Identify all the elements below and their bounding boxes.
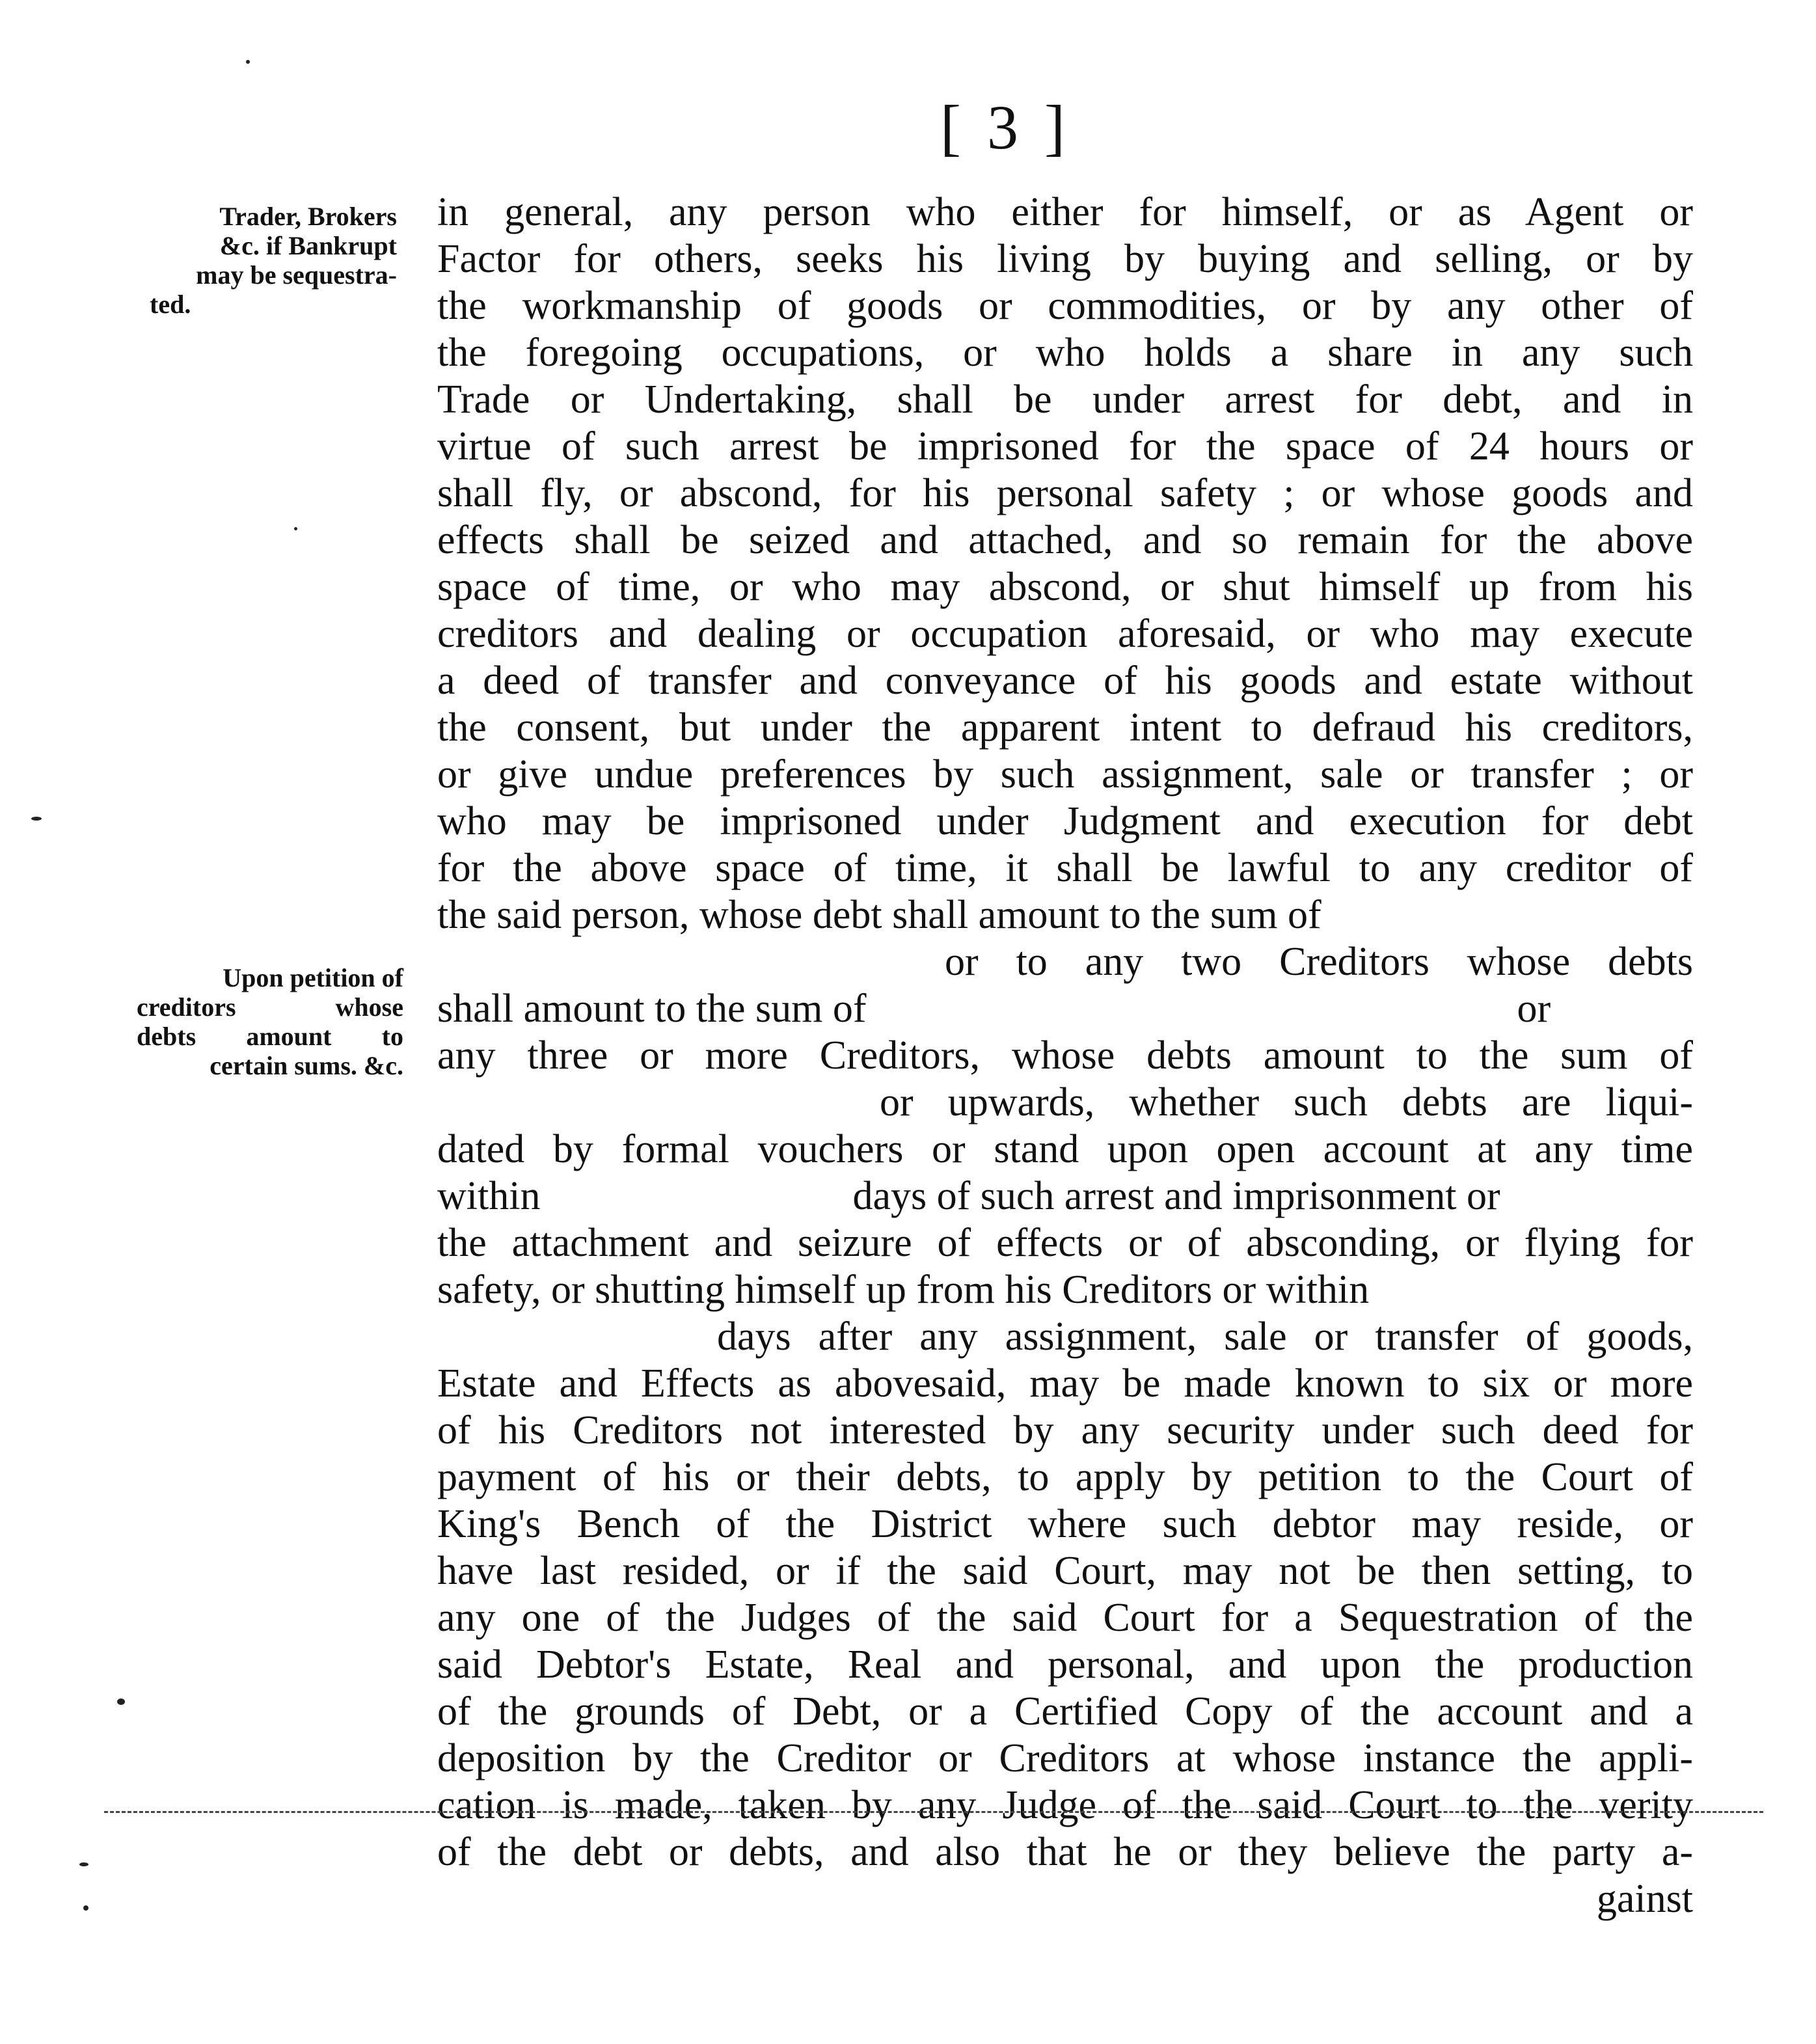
margin-note-line: Upon petition of: [223, 963, 403, 992]
body-line: space of time, or who may abscond, or shut himself up from his: [437, 565, 1693, 609]
body-line: have last resided, or if the said Court, may not be then setting, to: [437, 1549, 1693, 1593]
body-line: for the above space of time, it shall be lawful to any creditor of: [437, 846, 1693, 890]
margin-note-line: debts amount to: [137, 1022, 403, 1051]
body-line: King's Bench of the District where such debtor may reside, or: [437, 1502, 1693, 1546]
margin-note-line: ted.: [150, 290, 191, 319]
body-line: any three or more Creditors, whose debts amount to the sum of: [437, 1033, 1693, 1078]
body-line: deposition by the Creditor or Creditors at whose instance the appli-: [437, 1736, 1693, 1780]
body-line: the workmanship of goods or commodities, or by any other of: [437, 284, 1693, 328]
margin-note-line: Trader, Brokers: [219, 202, 397, 231]
margin-note-line: certain sums. &c.: [210, 1051, 403, 1080]
body-line: said Debtor's Estate, Real and personal, and upon the production: [437, 1642, 1693, 1687]
body-line: days after any assignment, sale or transfer of goods,: [717, 1315, 1693, 1359]
body-fragment: shall amount to the sum of: [437, 987, 867, 1031]
body-line: Trade or Undertaking, shall be under arrest for debt, and in: [437, 377, 1693, 422]
body-text: [437, 189, 1693, 1922]
body-line: virtue of such arrest be imprisoned for the space of 24 hours or: [437, 424, 1693, 469]
fold-line: [104, 1811, 1763, 1813]
ink-speck: [83, 1905, 88, 1911]
margin-note-line: &c. if Bankrupt: [219, 231, 397, 260]
body-fragment: or: [1517, 987, 1551, 1031]
body-line: gainst: [1596, 1877, 1693, 1921]
body-line: the consent, but under the apparent intent to defraud his creditors,: [437, 705, 1693, 750]
page-number: [ 3 ]: [940, 92, 1070, 162]
body-line: [437, 1173, 1693, 1220]
ink-speck: [31, 817, 42, 821]
body-line: or give undue preferences by such assignment, sale or transfer ; or: [437, 752, 1693, 797]
body-line: creditors and dealing or occupation aforesaid, or who may execute: [437, 612, 1693, 656]
body-line: of the debt or debts, and also that he or they believe the party a-: [437, 1830, 1693, 1874]
body-line: shall fly, or abscond, for his personal safety ; or whose goods and: [437, 471, 1693, 515]
body-line: of his Creditors not interested by any security under such deed for: [437, 1408, 1693, 1452]
margin-note-line: creditors whose: [137, 992, 403, 1022]
body-line: [437, 985, 1693, 1032]
body-line: effects shall be seized and attached, and so remain for the above: [437, 518, 1693, 562]
ink-speck: [117, 1698, 125, 1705]
body-line: dated by formal vouchers or stand upon open account at any time: [437, 1127, 1693, 1171]
body-line: the foregoing occupations, or who holds a share in any such: [437, 331, 1693, 375]
body-line: who may be imprisoned under Judgment and execution for debt: [437, 799, 1693, 843]
body-line: Factor for others, seeks his living by buying and selling, or by: [437, 237, 1693, 281]
body-line: the said person, whose debt shall amount to the sum of: [437, 893, 1321, 937]
body-line: payment of his or their debts, to apply by petition to the Court of: [437, 1455, 1693, 1499]
body-line: the attachment and seizure of effects or of absconding, or flying for: [437, 1221, 1693, 1265]
margin-note-upon-petition: [137, 963, 403, 1080]
body-fragment: within: [437, 1174, 541, 1218]
ink-speck: [246, 60, 250, 64]
body-line: of the grounds of Debt, or a Certified Copy of the account and a: [437, 1689, 1693, 1734]
margin-note-line: may be sequestra-: [196, 260, 397, 290]
body-line: or to any two Creditors whose debts: [945, 940, 1693, 984]
body-line: safety, or shutting himself up from his Creditors or within: [437, 1268, 1370, 1312]
margin-note-trader-brokers: [137, 202, 397, 319]
ink-speck: [294, 527, 297, 530]
body-line: Estate and Effects as abovesaid, may be made known to six or more: [437, 1361, 1693, 1406]
body-line: cation is made, taken by any Judge of the said Court to the verity: [437, 1783, 1693, 1827]
body-fragment: days of such arrest and imprisonment or: [852, 1174, 1500, 1218]
body-line: in general, any person who either for himself, or as Agent or: [437, 190, 1693, 234]
ink-speck: [79, 1862, 88, 1866]
body-line: any one of the Judges of the said Court for a Sequestration of the: [437, 1596, 1693, 1640]
body-line: a deed of transfer and conveyance of his goods and estate without: [437, 659, 1693, 703]
body-line: or upwards, whether such debts are liqui-: [880, 1080, 1693, 1124]
